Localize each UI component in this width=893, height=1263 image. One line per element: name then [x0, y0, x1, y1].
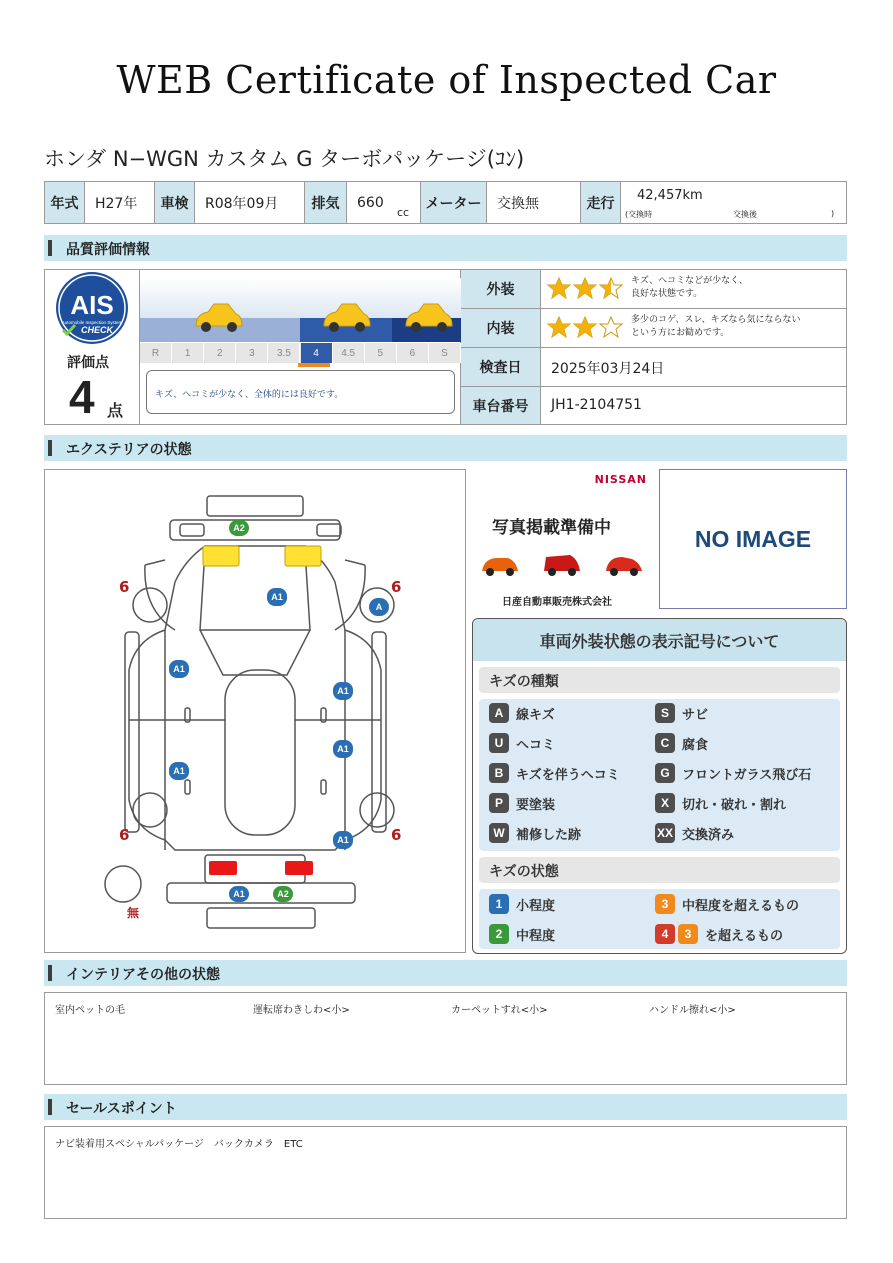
year-label: 年式 — [45, 182, 85, 223]
exterior-section-header — [44, 435, 847, 461]
active-step-underline — [298, 363, 330, 367]
score-label: 評価点 — [67, 355, 109, 371]
ais-cell — [45, 270, 140, 424]
page-title: WEB Certificate of Inspected Car — [116, 58, 777, 102]
chassis-label: 車台番号 — [461, 387, 541, 424]
legend-panel — [472, 618, 847, 954]
legend-types-title: キズの種類 — [479, 667, 840, 693]
damage-code-icon: P — [489, 793, 509, 813]
chassis-value: JH1-2104751 — [551, 397, 642, 413]
ais-logo-icon — [45, 270, 139, 350]
interior-item-2: 運転席わきしわ<小> — [253, 1005, 350, 1016]
quality-section-title: 品質評価情報 — [66, 242, 150, 258]
legend-state-item: 1 小程度 — [489, 894, 555, 914]
scale-step: 3.5 — [268, 343, 300, 363]
mileage-value: 42,457km — [637, 188, 703, 203]
year-value: H27年 — [85, 182, 155, 223]
chassis-row — [461, 387, 847, 424]
severity-icon: 3 — [678, 924, 698, 944]
scale-step: 2 — [204, 343, 236, 363]
exterior-row — [461, 270, 847, 309]
sales-section-title: セールスポイント — [66, 1101, 177, 1117]
mark-right-rear-door: A1 — [333, 740, 353, 758]
no-image-placeholder: NO IMAGE — [659, 469, 847, 609]
interior-item-4: ハンドル擦れ<小> — [649, 1005, 736, 1016]
legend-type-item: P 要塗装 — [489, 793, 555, 813]
damage-code-icon: W — [489, 823, 509, 843]
scale-step: 6 — [397, 343, 429, 363]
severity-icon: 3 — [655, 894, 675, 914]
dealer-company: 日産自動車販売株式会社 — [502, 597, 612, 608]
ais-logo-sub: Automobile Inspection System — [61, 320, 123, 325]
legend-type-item: XX 交換済み — [655, 823, 734, 843]
legend-state-item: 3 中程度を超えるもの — [655, 894, 799, 914]
inspect-date-label: 検査日 — [461, 348, 541, 386]
mark-right-quarter: A1 — [333, 831, 353, 849]
mark-rear-bumper-1: A1 — [229, 886, 249, 902]
meter-label: メーター — [421, 182, 487, 223]
mileage-note-mid: 交換後 — [733, 210, 757, 219]
scale-step: S — [429, 343, 461, 363]
damage-code-icon: U — [489, 733, 509, 753]
legend-title: 車両外装状態の表示記号について — [473, 619, 846, 661]
mileage-note-right: ) — [831, 209, 835, 218]
sales-section-header — [44, 1094, 847, 1120]
car-icon-3 — [402, 300, 454, 334]
interior-section-title: インテリアその他の状態 — [66, 967, 220, 983]
severity-icon: 2 — [489, 924, 509, 944]
damage-code-icon: C — [655, 733, 675, 753]
photo-preparing-text: 写真掲載準備中 — [492, 518, 611, 538]
scale-steps — [140, 343, 461, 363]
car-name: ホンダ N−WGN カスタム G ターボパッケージ(ｺﾝ) — [44, 147, 525, 171]
shaken-value: R08年09月 — [195, 182, 305, 223]
damage-code-icon: S — [655, 703, 675, 723]
sales-text: ナビ装着用スペシャルパッケージ バックカメラ ETC — [55, 1139, 303, 1150]
mark-hood: A1 — [267, 588, 287, 606]
exterior-comment: キズ、ヘコミなどが少なく、 良好な状態です。 — [631, 276, 748, 299]
displacement-unit: cc — [397, 206, 410, 219]
dealer-photo-placeholder — [472, 469, 655, 609]
shaken-label: 車検 — [155, 182, 195, 223]
score-comment: キズ、ヘコミが少なく、全体的には良好です。 — [146, 370, 455, 414]
ais-logo-text: AIS — [70, 290, 114, 320]
legend-type-item: A 線キズ — [489, 703, 555, 723]
score-unit: 点 — [107, 401, 124, 420]
score-value: 4 — [69, 371, 95, 423]
interior-stars — [547, 315, 627, 345]
legend-type-item: U ヘコミ — [489, 733, 555, 753]
car-lineup-icon — [478, 549, 648, 579]
scale-step: 4.5 — [333, 343, 365, 363]
tire-depth-fl: 6 — [119, 578, 130, 596]
mark-right-front-door: A1 — [333, 682, 353, 700]
interior-comment: 多少のコゲ、スレ、キズなら気にならない という方にお勧めです。 — [631, 315, 801, 338]
inspect-date-value: 2025年03月24日 — [551, 361, 665, 377]
exterior-label: 外装 — [461, 270, 541, 308]
exterior-stars — [547, 276, 627, 306]
spare-tire-label: 無 — [127, 906, 140, 920]
scale-step: 5 — [365, 343, 397, 363]
tire-depth-rr: 6 — [391, 826, 402, 844]
displacement-value: 660 — [357, 194, 384, 211]
ais-logo-check: CHECK — [80, 325, 114, 335]
severity-icon: 1 — [489, 894, 509, 914]
interior-row — [461, 309, 847, 348]
scale-step: R — [140, 343, 172, 363]
exterior-diagram — [44, 469, 466, 953]
mileage-cell — [621, 182, 846, 223]
legend-state-title: キズの状態 — [479, 857, 840, 883]
quality-section-header — [44, 235, 847, 261]
score-scale — [140, 270, 461, 424]
exterior-section-title: エクステリアの状態 — [66, 442, 192, 458]
damage-code-icon: G — [655, 763, 675, 783]
mileage-note-left: (交換時 — [625, 210, 653, 219]
sales-box — [44, 1126, 847, 1219]
legend-type-item: C 腐食 — [655, 733, 708, 753]
displacement-cell — [347, 182, 421, 223]
quality-box — [44, 269, 847, 425]
car-icon-1 — [192, 300, 244, 334]
mark-left-rear-door: A1 — [169, 762, 189, 780]
scale-step: 1 — [172, 343, 204, 363]
damage-code-icon: B — [489, 763, 509, 783]
legend-type-item: W 補修した跡 — [489, 823, 581, 843]
damage-code-icon: X — [655, 793, 675, 813]
mileage-label: 走行 — [581, 182, 621, 223]
quality-detail — [461, 270, 847, 424]
interior-item-1: 室内ペットの毛 — [55, 1005, 125, 1016]
severity-icon: 4 — [655, 924, 675, 944]
meter-value: 交換無 — [487, 182, 581, 223]
mark-left-fender: A1 — [169, 660, 189, 678]
scale-step: 4 — [301, 343, 333, 363]
legend-type-item: G フロントガラス飛び石 — [655, 763, 811, 783]
damage-code-icon: XX — [655, 823, 675, 843]
scale-step: 3 — [236, 343, 268, 363]
legend-type-item: S サビ — [655, 703, 708, 723]
mark-rear-bumper-2: A2 — [273, 886, 293, 902]
nissan-logo: NISSAN — [594, 473, 647, 486]
tire-depth-fr: 6 — [391, 578, 402, 596]
interior-item-3: カーペットすれ<小> — [451, 1005, 548, 1016]
displacement-label: 排気 — [305, 182, 347, 223]
damage-code-icon: A — [489, 703, 509, 723]
interior-label: 内装 — [461, 309, 541, 347]
legend-type-item: B キズを伴うヘコミ — [489, 763, 620, 783]
interior-box — [44, 992, 847, 1085]
spec-table — [44, 181, 847, 224]
inspect-date-row — [461, 348, 847, 387]
interior-section-header — [44, 960, 847, 986]
mark-front-bumper: A2 — [229, 520, 249, 536]
legend-type-item: X 切れ・破れ・割れ — [655, 793, 786, 813]
legend-state-item: 2 中程度 — [489, 924, 555, 944]
car-body-diagram — [45, 470, 465, 952]
tire-depth-rl: 6 — [119, 826, 130, 844]
legend-state-item: 4 3 を超えるもの — [655, 924, 783, 944]
car-icon-2 — [320, 300, 372, 334]
mark-front-wheel: A — [369, 598, 389, 616]
